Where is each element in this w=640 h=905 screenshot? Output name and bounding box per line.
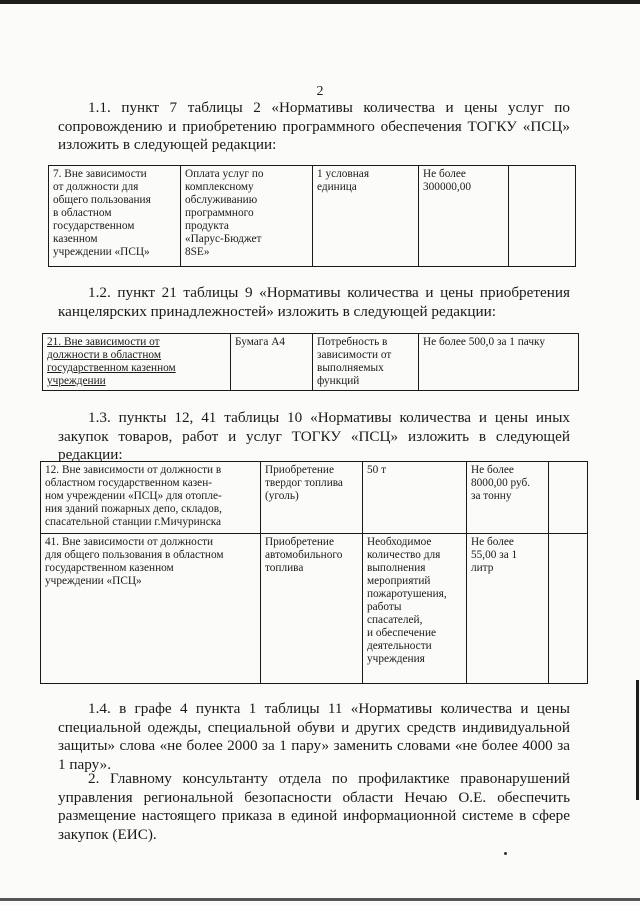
table-cell [419,166,509,267]
table-cell [467,534,549,684]
table-cell [41,462,261,534]
table-cell [181,166,313,267]
table-cell [43,334,231,391]
cell-item: 7. Вне зависимости от должности для общего пользования в областном государственном казенном учреждении «ПСЦ» [53,168,151,258]
scan-edge-bottom [0,898,640,901]
table-cell [467,462,549,534]
table-row [41,534,588,684]
cell-price: Не более 55,00 за 1 литр [471,536,518,574]
table-row [43,334,579,391]
paragraph-1-1: 1.1. пункт 7 таблицы 2 «Нормативы количества и цены услуг по сопровождению и приобретению программного обеспечения ТОГКУ «ПСЦ» изложить в следующей редакции: [58,99,570,153]
scan-edge-top [0,0,640,4]
cell-quantity: 50 т [367,464,387,476]
cell-purchase: Приобретение твердог топлива (уголь) [265,464,343,502]
table-row [41,462,588,534]
table-3 [40,461,588,684]
scan-edge-right [636,680,639,800]
table-cell [549,462,588,534]
table-2 [42,333,579,391]
cell-item: 41. Вне зависимости от должности для общего пользования в областном государственном казенном учреждении «ПСЦ» [45,536,224,587]
scan-speck [504,852,507,855]
table-cell [363,534,467,684]
table-cell [261,534,363,684]
cell-price: Не более 500,0 за 1 пачку [423,336,546,348]
table-row [49,166,576,267]
cell-quantity: 1 условная единица [317,168,370,193]
paragraph-1-2: 1.2. пункт 21 таблицы 9 «Нормативы количества и цены приобретения канцелярских принадлежностей» изложить в следующей редакции: [58,284,570,320]
table-cell [363,462,467,534]
page-number: 2 [316,84,324,99]
table-cell [41,534,261,684]
table-cell [313,334,419,391]
cell-purchase: Приобретение автомобильного топлива [265,536,343,574]
cell-service: Оплата услуг по комплексному обслуживанию программного продукта «Парус-Бюджет 8SE» [185,168,264,258]
cell-quantity: Необходимое количество для выполнения мероприятий пожаротушения, работы спасателей, и обеспечение деятельности учреждения [367,536,447,665]
paragraph-1-4: 1.4. в графе 4 пункта 1 таблицы 11 «Нормативы количества и цены специальной одежды, специальной обуви и других средств индивидуальной защиты» слова «не более 2000 за 1 пару» заменить словами «не более 4000 за 1 пару». [58,700,570,773]
table-1 [48,165,576,267]
cell-quantity: Потребность в зависимости от выполняемых функций [317,336,392,387]
table-cell [509,166,576,267]
table-cell [261,462,363,534]
paragraph-1-3: 1.3. пункты 12, 41 таблицы 10 «Нормативы количества и цены иных закупок товаров, работ и услуг ТОГКУ «ПСЦ» изложить в следующей редакции: [58,409,570,463]
cell-product: Бумага А4 [235,336,286,348]
table-cell [549,534,588,684]
table-cell [231,334,313,391]
cell-item: 21. Вне зависимости от должности в областном государственном казенном учреждении [47,336,176,387]
table-cell [49,166,181,267]
cell-price: Не более 8000,00 руб. за тонну [471,464,531,502]
paragraph-2: 2. Главному консультанту отдела по профилактике правонарушений управления региональной безопасности области Нечаю О.Е. обеспечить размещение настоящего приказа в единой информационной системе в сфере закупок (ЕИС). [58,770,570,843]
table-cell [313,166,419,267]
table-cell [419,334,579,391]
cell-item: 12. Вне зависимости от должности в областном государственном казен- ном учреждении «ПСЦ» для отопле- ния зданий пожарных депо, складов, спасательной станции г.Мичуринска [45,464,222,528]
cell-price: Не более 300000,00 [423,168,472,193]
